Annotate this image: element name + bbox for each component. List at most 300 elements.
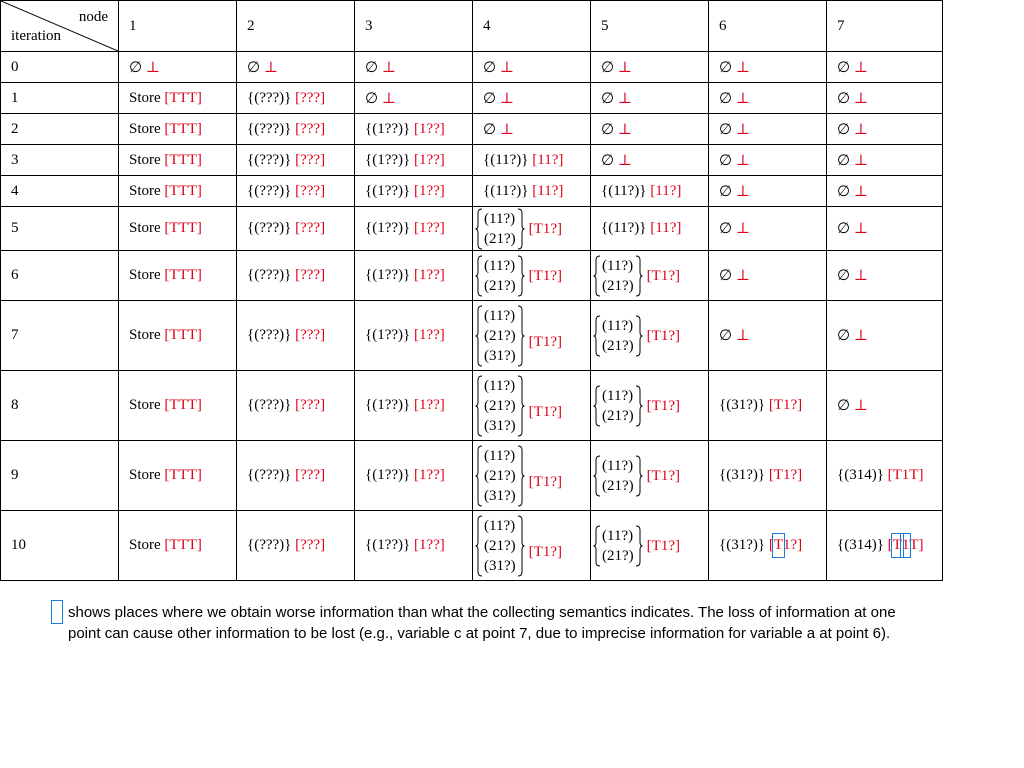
abstract-tag: [11?] xyxy=(532,151,564,168)
state-value: ∅ xyxy=(129,59,143,76)
set-stack xyxy=(593,455,680,497)
state-cell xyxy=(473,441,591,511)
state-cell xyxy=(237,301,355,371)
state-value: {(31?)} xyxy=(719,467,766,483)
left-brace-icon xyxy=(475,445,483,507)
abstract-tag: [???] xyxy=(295,267,326,283)
set-element: (21?) xyxy=(484,537,516,554)
state-value: ∅ xyxy=(837,268,851,284)
state-cell xyxy=(355,114,473,145)
abstract-tag: [???] xyxy=(295,151,326,168)
abstract-tag: [???] xyxy=(295,327,326,343)
right-brace-icon xyxy=(517,255,525,297)
state-value: {(314)} xyxy=(837,537,884,553)
set-element: (21?) xyxy=(602,477,634,494)
state-cell xyxy=(473,145,591,176)
abstract-tag: [T1?] xyxy=(646,468,680,484)
left-brace-icon xyxy=(475,305,483,367)
iteration-cell: 5 xyxy=(1,207,119,251)
table-row xyxy=(1,83,943,114)
state-cell xyxy=(119,176,237,207)
state-value: {(???)} xyxy=(247,89,292,106)
set-element: (21?) xyxy=(602,337,634,354)
abstract-tag: [???] xyxy=(295,467,326,483)
tag-char: ] xyxy=(797,537,803,553)
set-element: (21?) xyxy=(484,230,516,247)
node-header-7: 7 xyxy=(827,1,943,52)
state-value: ∅ xyxy=(719,59,733,76)
state-value: {(31?)} xyxy=(719,537,766,553)
set-lines xyxy=(601,456,635,496)
set-element: (21?) xyxy=(484,467,516,484)
state-cell xyxy=(591,371,709,441)
state-cell xyxy=(827,145,943,176)
abstract-tag: [TTT] xyxy=(164,537,202,553)
legend-note-text: shows places where we obtain worse information than what the collecting semantics indicates. The loss of information at one point can cause other information to be lost (e.g., variable c at point 7, due to imprecise information for variable a at point 6). xyxy=(68,604,896,642)
state-cell xyxy=(355,251,473,301)
state-cell xyxy=(355,511,473,581)
state-cell xyxy=(237,251,355,301)
abstract-tag: [T1T] xyxy=(887,467,924,483)
abstract-tag: ⊥ xyxy=(617,90,632,107)
state-cell xyxy=(237,441,355,511)
abstract-tag: [T1?] xyxy=(528,474,562,490)
state-value: ∅ xyxy=(365,59,379,76)
state-value: ∅ xyxy=(837,328,851,344)
node-header-3: 3 xyxy=(355,1,473,52)
abstract-tag: ⊥ xyxy=(499,59,514,76)
abstract-tag: ⊥ xyxy=(853,152,868,169)
state-value: ∅ xyxy=(483,121,497,138)
abstract-tag: [11?] xyxy=(650,220,682,236)
state-cell xyxy=(473,52,591,83)
abstract-tag: ⊥ xyxy=(853,328,868,344)
state-cell xyxy=(355,441,473,511)
table-row xyxy=(1,251,943,301)
state-cell xyxy=(119,511,237,581)
iteration-cell: 3 xyxy=(1,145,119,176)
state-cell xyxy=(591,176,709,207)
abstract-tag: ⊥ xyxy=(735,221,750,237)
imprecision-marker: T xyxy=(892,537,902,553)
abstract-tag: ⊥ xyxy=(617,59,632,76)
state-value: Store xyxy=(129,151,161,168)
set-element: (11?) xyxy=(484,517,516,534)
abstract-tag: [1??] xyxy=(413,537,445,553)
state-value: ∅ xyxy=(837,90,851,107)
tag-char: [ xyxy=(887,537,893,553)
right-brace-icon xyxy=(517,208,525,250)
state-cell xyxy=(237,176,355,207)
state-cell xyxy=(591,83,709,114)
state-cell xyxy=(473,301,591,371)
abstract-tag: [???] xyxy=(295,397,326,413)
abstract-tag: [1??] xyxy=(413,327,445,343)
state-cell xyxy=(119,371,237,441)
state-cell xyxy=(473,371,591,441)
state-value: Store xyxy=(129,537,161,553)
abstract-tag: [1??] xyxy=(413,397,445,413)
node-header-5: 5 xyxy=(591,1,709,52)
abstract-tag: [T1?] xyxy=(528,268,562,284)
left-brace-icon xyxy=(475,515,483,577)
state-value: ∅ xyxy=(601,121,615,138)
state-value: ∅ xyxy=(719,221,733,237)
state-value: {(???)} xyxy=(247,327,292,343)
state-value: {(???)} xyxy=(247,120,292,137)
table-body xyxy=(1,52,943,581)
imprecision-marker: T xyxy=(773,537,783,553)
state-cell xyxy=(827,83,943,114)
right-brace-icon xyxy=(517,445,525,507)
set-stack xyxy=(475,445,562,507)
abstract-tag: [1??] xyxy=(413,182,445,199)
table-row xyxy=(1,371,943,441)
state-value: {(1??)} xyxy=(365,151,411,168)
abstract-tag: [T1?] xyxy=(646,538,680,554)
table-row xyxy=(1,511,943,581)
iteration-cell: 7 xyxy=(1,301,119,371)
right-brace-icon xyxy=(635,525,643,567)
abstract-tag: ⊥ xyxy=(735,59,750,76)
state-cell xyxy=(827,52,943,83)
state-cell xyxy=(591,114,709,145)
state-value: Store xyxy=(129,397,161,413)
state-value: ∅ xyxy=(601,152,615,169)
right-brace-icon xyxy=(517,305,525,367)
state-cell xyxy=(591,52,709,83)
state-cell xyxy=(473,251,591,301)
abstract-tag: [TTT] xyxy=(164,220,202,236)
state-value: {(1??)} xyxy=(365,397,411,413)
abstract-tag: [1??] xyxy=(413,467,445,483)
state-cell xyxy=(473,511,591,581)
state-cell xyxy=(591,301,709,371)
state-cell xyxy=(355,371,473,441)
right-brace-icon xyxy=(635,455,643,497)
set-element: (11?) xyxy=(484,257,516,274)
state-cell xyxy=(709,52,827,83)
abstract-tag: [T1?] xyxy=(646,328,680,344)
set-lines xyxy=(483,516,517,576)
state-cell xyxy=(709,145,827,176)
right-brace-icon xyxy=(517,515,525,577)
node-header-1: 1 xyxy=(119,1,237,52)
set-element: (21?) xyxy=(484,277,516,294)
state-value: ∅ xyxy=(837,398,851,414)
abstract-tag: ⊥ xyxy=(853,183,868,200)
set-lines xyxy=(483,306,517,366)
node-header-label: node xyxy=(78,9,108,25)
abstract-tag: [TTT] xyxy=(164,267,202,283)
right-brace-icon xyxy=(517,375,525,437)
state-cell xyxy=(709,176,827,207)
state-value: {(1??)} xyxy=(365,267,411,283)
state-value: {(???)} xyxy=(247,220,292,236)
left-brace-icon xyxy=(475,255,483,297)
set-element: (31?) xyxy=(484,487,516,504)
set-stack xyxy=(475,375,562,437)
set-element: (11?) xyxy=(602,527,634,544)
abstract-tag: ⊥ xyxy=(853,121,868,138)
set-lines xyxy=(601,526,635,566)
set-lines xyxy=(483,256,517,296)
state-value: Store xyxy=(129,327,161,343)
state-cell xyxy=(827,511,943,581)
left-brace-icon xyxy=(593,525,601,567)
set-stack xyxy=(475,255,562,297)
state-value: {(11?)} xyxy=(483,151,529,168)
state-cell xyxy=(355,52,473,83)
abstract-tag: ⊥ xyxy=(617,121,632,138)
abstract-tag: ⊥ xyxy=(735,152,750,169)
left-brace-icon xyxy=(593,455,601,497)
abstract-tag: [???] xyxy=(295,120,326,137)
state-cell xyxy=(237,114,355,145)
abstract-tag: ⊥ xyxy=(853,59,868,76)
state-cell xyxy=(237,371,355,441)
set-element: (11?) xyxy=(602,257,634,274)
header-row xyxy=(1,1,943,52)
state-value: Store xyxy=(129,267,161,283)
state-cell xyxy=(119,441,237,511)
state-cell xyxy=(119,145,237,176)
right-brace-icon xyxy=(635,315,643,357)
state-cell xyxy=(709,114,827,145)
abstract-tag: ⊥ xyxy=(735,183,750,200)
set-element: (11?) xyxy=(484,210,516,227)
state-value: {(1??)} xyxy=(365,220,411,236)
table-row xyxy=(1,301,943,371)
iteration-cell: 10 xyxy=(1,511,119,581)
table-row xyxy=(1,114,943,145)
set-element: (11?) xyxy=(484,377,516,394)
right-brace-icon xyxy=(635,255,643,297)
table-row xyxy=(1,441,943,511)
abstract-tag: [T1?] xyxy=(528,334,562,350)
state-value: {(???)} xyxy=(247,182,292,199)
abstract-tag: [T1?] xyxy=(646,268,680,284)
state-value: Store xyxy=(129,120,161,137)
state-value: {(???)} xyxy=(247,537,292,553)
state-value: {(1??)} xyxy=(365,467,411,483)
abstract-tag: ⊥ xyxy=(499,90,514,107)
iteration-header-label: iteration xyxy=(11,28,61,44)
state-value: Store xyxy=(129,467,161,483)
set-stack xyxy=(475,208,562,250)
abstract-tag: [T1?] xyxy=(528,221,562,237)
state-cell xyxy=(591,145,709,176)
abstract-tag: ⊥ xyxy=(617,152,632,169)
state-value: {(31?)} xyxy=(719,397,766,413)
state-cell xyxy=(709,511,827,581)
node-header-4: 4 xyxy=(473,1,591,52)
abstract-tag: [T1?] xyxy=(646,398,680,414)
state-value: {(???)} xyxy=(247,151,292,168)
state-value: {(1??)} xyxy=(365,537,411,553)
tag-char: T xyxy=(909,537,919,553)
state-value: {(314)} xyxy=(837,467,884,483)
state-value: {(???)} xyxy=(247,397,292,413)
state-value: {(???)} xyxy=(247,467,292,483)
set-element: (11?) xyxy=(602,387,634,404)
abstract-tag: ⊥ xyxy=(381,90,396,107)
state-cell xyxy=(827,301,943,371)
abstract-tag: [1??] xyxy=(413,120,445,137)
set-element: (21?) xyxy=(602,547,634,564)
state-cell xyxy=(591,441,709,511)
state-cell xyxy=(591,511,709,581)
state-cell xyxy=(119,207,237,251)
state-cell xyxy=(827,114,943,145)
iteration-cell: 0 xyxy=(1,52,119,83)
tag-char: ? xyxy=(790,537,798,553)
state-value: ∅ xyxy=(719,183,733,200)
set-lines xyxy=(601,386,635,426)
state-value: Store xyxy=(129,220,161,236)
set-element: (11?) xyxy=(484,447,516,464)
state-value: ∅ xyxy=(365,90,379,107)
state-value: {(1??)} xyxy=(365,120,411,137)
iteration-cell: 4 xyxy=(1,176,119,207)
abstract-tag: ⊥ xyxy=(499,121,514,138)
state-value: ∅ xyxy=(837,59,851,76)
state-cell xyxy=(473,176,591,207)
state-cell xyxy=(355,301,473,371)
set-stack xyxy=(593,255,680,297)
tag-char: ] xyxy=(918,537,924,553)
abstract-tag: [???] xyxy=(295,537,326,553)
abstract-tag: [TTT] xyxy=(164,467,202,483)
state-cell xyxy=(119,301,237,371)
abstract-tag: [???] xyxy=(295,182,326,199)
state-value: Store xyxy=(129,89,161,106)
imprecision-marker: 1 xyxy=(901,537,910,553)
state-cell xyxy=(709,83,827,114)
set-element: (21?) xyxy=(602,277,634,294)
table-row xyxy=(1,176,943,207)
state-cell xyxy=(355,207,473,251)
abstract-tag: [1??] xyxy=(413,267,445,283)
set-stack xyxy=(475,305,562,367)
abstract-tag: ⊥ xyxy=(853,398,868,414)
abstract-tag: [11?] xyxy=(532,182,564,199)
state-cell xyxy=(237,207,355,251)
state-value: ∅ xyxy=(601,90,615,107)
state-value: ∅ xyxy=(483,59,497,76)
set-lines xyxy=(601,316,635,356)
state-cell xyxy=(709,371,827,441)
abstract-tag: ⊥ xyxy=(735,121,750,138)
set-element: (31?) xyxy=(484,417,516,434)
state-cell xyxy=(827,251,943,301)
set-element: (11?) xyxy=(602,457,634,474)
state-cell xyxy=(827,176,943,207)
abstract-tag: ⊥ xyxy=(263,59,278,76)
set-stack xyxy=(593,525,680,567)
state-value: ∅ xyxy=(483,90,497,107)
state-value: ∅ xyxy=(837,183,851,200)
state-value: {(1??)} xyxy=(365,327,411,343)
abstract-tag: ⊥ xyxy=(145,59,160,76)
state-value: ∅ xyxy=(719,328,733,344)
state-cell xyxy=(709,301,827,371)
abstract-tag: ⊥ xyxy=(853,90,868,107)
state-value: {(1??)} xyxy=(365,182,411,199)
abstract-tag xyxy=(769,537,802,553)
state-cell xyxy=(473,207,591,251)
state-cell xyxy=(119,52,237,83)
state-value: ∅ xyxy=(719,121,733,138)
state-value: {(???)} xyxy=(247,267,292,283)
set-stack xyxy=(593,315,680,357)
iteration-cell: 9 xyxy=(1,441,119,511)
state-cell xyxy=(355,83,473,114)
abstract-tag: [T1?] xyxy=(528,544,562,560)
state-cell xyxy=(119,83,237,114)
abstract-tag: [T1?] xyxy=(528,404,562,420)
state-value: ∅ xyxy=(837,221,851,237)
abstract-tag: [TTT] xyxy=(164,397,202,413)
state-cell xyxy=(473,83,591,114)
tag-char: [ xyxy=(768,537,774,553)
state-cell xyxy=(355,176,473,207)
iteration-cell: 8 xyxy=(1,371,119,441)
marker-legend-icon xyxy=(51,600,63,624)
abstract-tag: ⊥ xyxy=(381,59,396,76)
set-element: (11?) xyxy=(602,317,634,334)
state-value: ∅ xyxy=(719,90,733,107)
left-brace-icon xyxy=(593,315,601,357)
abstract-tag: [11?] xyxy=(650,182,682,199)
abstract-tag: [???] xyxy=(295,220,326,236)
set-lines xyxy=(483,209,517,249)
state-value: {(11?)} xyxy=(483,182,529,199)
state-value: Store xyxy=(129,182,161,199)
set-element: (11?) xyxy=(484,307,516,324)
state-cell xyxy=(355,145,473,176)
corner-header-cell xyxy=(1,1,119,52)
state-cell xyxy=(827,441,943,511)
node-header-6: 6 xyxy=(709,1,827,52)
abstract-tag: [1??] xyxy=(413,151,445,168)
abstract-tag: [???] xyxy=(295,89,326,106)
state-cell xyxy=(709,251,827,301)
set-stack xyxy=(593,385,680,427)
left-brace-icon xyxy=(475,208,483,250)
state-cell xyxy=(237,511,355,581)
table-row xyxy=(1,145,943,176)
abstract-tag: ⊥ xyxy=(735,268,750,284)
state-cell xyxy=(709,441,827,511)
abstract-tag: ⊥ xyxy=(853,268,868,284)
set-lines xyxy=(601,256,635,296)
set-lines xyxy=(483,446,517,506)
set-element: (31?) xyxy=(484,347,516,364)
state-value: ∅ xyxy=(719,268,733,284)
tag-char: 1 xyxy=(782,537,791,553)
state-value: ∅ xyxy=(837,121,851,138)
left-brace-icon xyxy=(593,385,601,427)
state-value: ∅ xyxy=(837,152,851,169)
abstract-tag: ⊥ xyxy=(735,328,750,344)
set-element: (21?) xyxy=(484,397,516,414)
abstract-tag: [TTT] xyxy=(164,151,202,168)
node-header-2: 2 xyxy=(237,1,355,52)
state-cell xyxy=(591,207,709,251)
set-element: (31?) xyxy=(484,557,516,574)
left-brace-icon xyxy=(475,375,483,437)
